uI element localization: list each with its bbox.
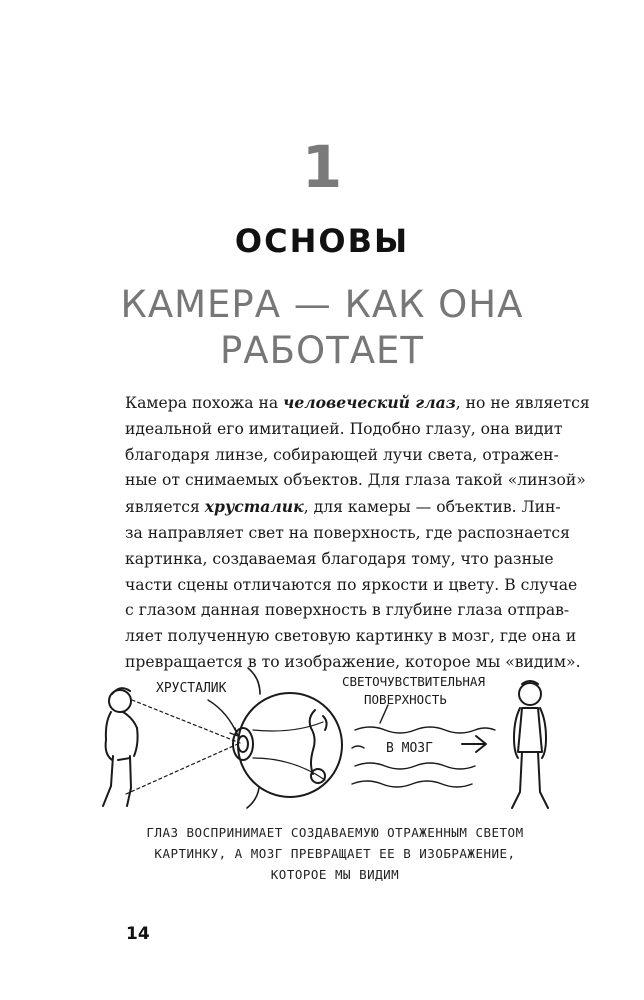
body-text-run: благодаря линзе, собирающей лучи света, отражен- bbox=[125, 445, 559, 464]
body-text-run: Камера похожа на bbox=[125, 394, 284, 412]
body-text-run: картинка, создаваемая благодаря тому, что разные bbox=[125, 549, 554, 568]
label-to-brain: В МОЗГ bbox=[386, 741, 433, 756]
label-surface-line-1: СВЕТОЧУВСТВИТЕЛЬНАЯ bbox=[342, 674, 485, 689]
section-title-line-2: РАБОТАЕТ bbox=[219, 329, 425, 372]
body-text-run: , но не является bbox=[455, 394, 590, 412]
chapter-number: 1 bbox=[301, 133, 343, 201]
body-line bbox=[125, 468, 586, 494]
body-line bbox=[125, 417, 563, 443]
left-person-figure bbox=[103, 688, 138, 806]
chapter-title: ОСНОВЫ bbox=[234, 222, 410, 260]
body-text-run: с глазом данная поверхность в глубине глаза отправ- bbox=[125, 601, 570, 620]
section-title bbox=[100, 282, 544, 374]
lens-pointer-arrow bbox=[208, 700, 238, 736]
illustration-caption bbox=[100, 822, 570, 885]
caption-line-1: ГЛАЗ ВОСПРИНИМАЕТ СОЗДАВАЕМУЮ ОТРАЖЕННЫМ СВЕТОМ bbox=[146, 825, 524, 840]
label-surface-line-2: ПОВЕРХНОСТЬ bbox=[364, 692, 447, 707]
right-person-figure bbox=[512, 681, 548, 808]
body-text-run: является bbox=[125, 498, 205, 517]
body-line bbox=[125, 521, 570, 547]
body-text-run: части сцены отличаются по яркости и цвету. В случае bbox=[125, 575, 578, 594]
label-lens: ХРУСТАЛИК bbox=[156, 681, 227, 696]
eye-diagram-svg bbox=[90, 648, 570, 818]
body-line bbox=[125, 624, 577, 650]
signal-waves bbox=[352, 727, 495, 787]
body-emphasis: человеческий глаз bbox=[283, 393, 456, 412]
body-line bbox=[125, 573, 578, 599]
page-number: 14 bbox=[126, 924, 150, 944]
section-title-line-1: КАМЕРА — КАК ОНА bbox=[120, 283, 524, 326]
body-text-run: превращается в то изображение, которое мы «видим». bbox=[125, 652, 581, 671]
body-text-run: , для камеры — объектив. Лин- bbox=[303, 498, 561, 517]
eyeball bbox=[233, 668, 342, 808]
body-text-run: идеальной его имитацией. Подобно глазу, она видит bbox=[125, 419, 563, 438]
caption-line-2: КАРТИНКУ, А МОЗГ ПРЕВРАЩАЕТ ЕЕ В ИЗОБРАЖЕНИЕ, bbox=[154, 846, 516, 861]
body-text-run: ные от снимаемых объектов. Для глаза такой «линзой» bbox=[125, 471, 586, 490]
body-text-run: за направляет свет на поверхность, где распознается bbox=[125, 523, 570, 542]
body-line bbox=[125, 443, 563, 469]
eye-diagram-illustration bbox=[90, 648, 570, 818]
incoming-light-rays bbox=[126, 700, 240, 794]
body-paragraph bbox=[125, 390, 590, 676]
body-text-run: ляет полученную световую картинку в мозг, где она и bbox=[125, 627, 577, 646]
body-line bbox=[125, 547, 563, 573]
body-line bbox=[125, 598, 570, 624]
body-emphasis: хрусталик bbox=[204, 497, 304, 517]
body-line bbox=[125, 390, 590, 417]
caption-line-3: КОТОРОЕ МЫ ВИДИМ bbox=[270, 867, 400, 882]
arrow-to-brain bbox=[462, 736, 486, 752]
surface-pointer bbox=[380, 705, 388, 723]
body-line bbox=[125, 494, 563, 521]
